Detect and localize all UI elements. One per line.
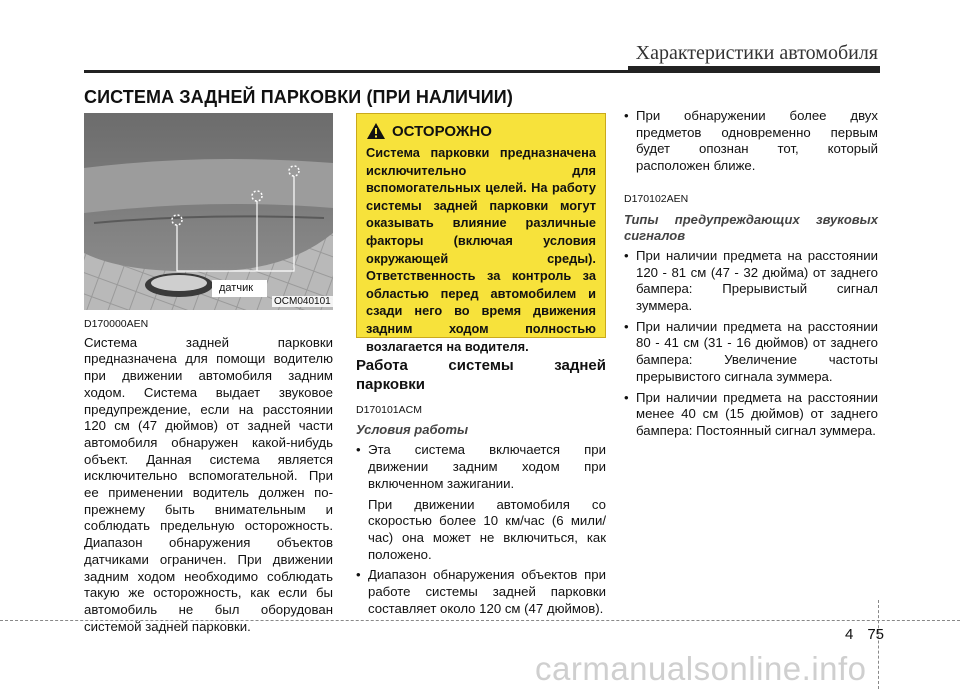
list-item: • Эта система включается при движении задним ходом при включенном зажигании. При движении автомобиля со скоростью более 10 км/час (6 мили/час) она может не включиться, как положено.	[356, 442, 606, 563]
warning-icon	[366, 122, 386, 140]
list-item-note: При движении автомобиля со скоростью более 10 км/час (6 мили/час) она может не включиться, как положено.	[368, 496, 606, 562]
footer-rule	[0, 620, 960, 621]
list-item: • Диапазон обнаружения объектов при работе системы задней парковки составляет около 120 см (47 дюймов).	[356, 567, 606, 617]
conditions-list	[356, 442, 606, 617]
conditions-subheading: Условия работы	[356, 421, 469, 437]
doc-code: D170000AEN	[84, 318, 149, 330]
list-item: • При наличии предмета на расстоянии 80 - 41 см (31 - 16 дюймов) от заднего бампера: Увеличение частоты прерывистого сигнала зуммера.	[624, 319, 878, 386]
intro-paragraph: Система задней парковки предназначена для помощи водителю при движении автомобиля задним ходом. Система выдает звуковое предупреждение, если на расстоянии 120 см (47 дюймов) от задней части автомобиля обнаружен какой-нибудь объект. Данная система является исключительно вспомогательной. При ее применении водитель должен по-прежнему быть внимательным и соблюдать предельную осторожность. Диапазон обнаружения объектов датчиками ограничен. При движении задним ходом необходимо соблюдать такую же осторожность, как если бы автомобиль не был оборудован системой задней парковки.	[84, 334, 333, 634]
signal-types-subheading: Типы предупреждающих звуковых сигналов	[624, 211, 878, 244]
list-item: • При обнаружении более двух предметов одновременно первым будет опознан тот, который расположен ближе.	[624, 108, 878, 175]
caution-text: Система парковки предназначена исключительно для вспомогательных целей. На работу системы задней парковки могут оказывать влияние различные факторы (включая условия окружающей среды). Ответственность за контроль за областью перед автомобилем и сзади него во время движения задним ходом полностью возлагается на водителя.	[366, 145, 596, 354]
page-number-divider	[878, 600, 879, 689]
list-item: • При наличии предмета на расстоянии менее 40 см (15 дюймов) от заднего бампера: Постоянный сигнал зуммера.	[624, 390, 878, 440]
rear-bumper-photo	[84, 113, 333, 310]
caution-box	[356, 113, 606, 354]
watermark: carmanualsonline.info	[535, 650, 867, 687]
column-3	[624, 108, 878, 442]
page-number	[845, 626, 884, 643]
sensor-callout-label: датчик	[219, 282, 254, 294]
section-title: СИСТЕМА ЗАДНЕЙ ПАРКОВКИ (ПРИ НАЛИЧИИ)	[84, 87, 513, 107]
column-1	[84, 316, 333, 635]
header-rule-accent	[628, 66, 880, 72]
doc-code: D170102AEN	[624, 192, 689, 205]
caution-title: ОСТОРОЖНО	[392, 122, 492, 140]
page-number-value: 75	[867, 626, 885, 643]
figure-code: OCM040101	[274, 296, 331, 307]
running-header: Характеристики автомобиля	[635, 42, 878, 64]
chapter-number: 4	[845, 626, 854, 643]
doc-code: D170101ACM	[356, 404, 422, 416]
operation-heading: Работа системы задней парковки	[356, 357, 606, 393]
list-item: • При наличии предмета на расстоянии 120 - 81 см (47 - 32 дюйма) от заднего бампера: Прерывистый сигнал зуммера.	[624, 248, 878, 315]
signal-types-list	[624, 248, 878, 440]
column-2	[356, 356, 606, 619]
